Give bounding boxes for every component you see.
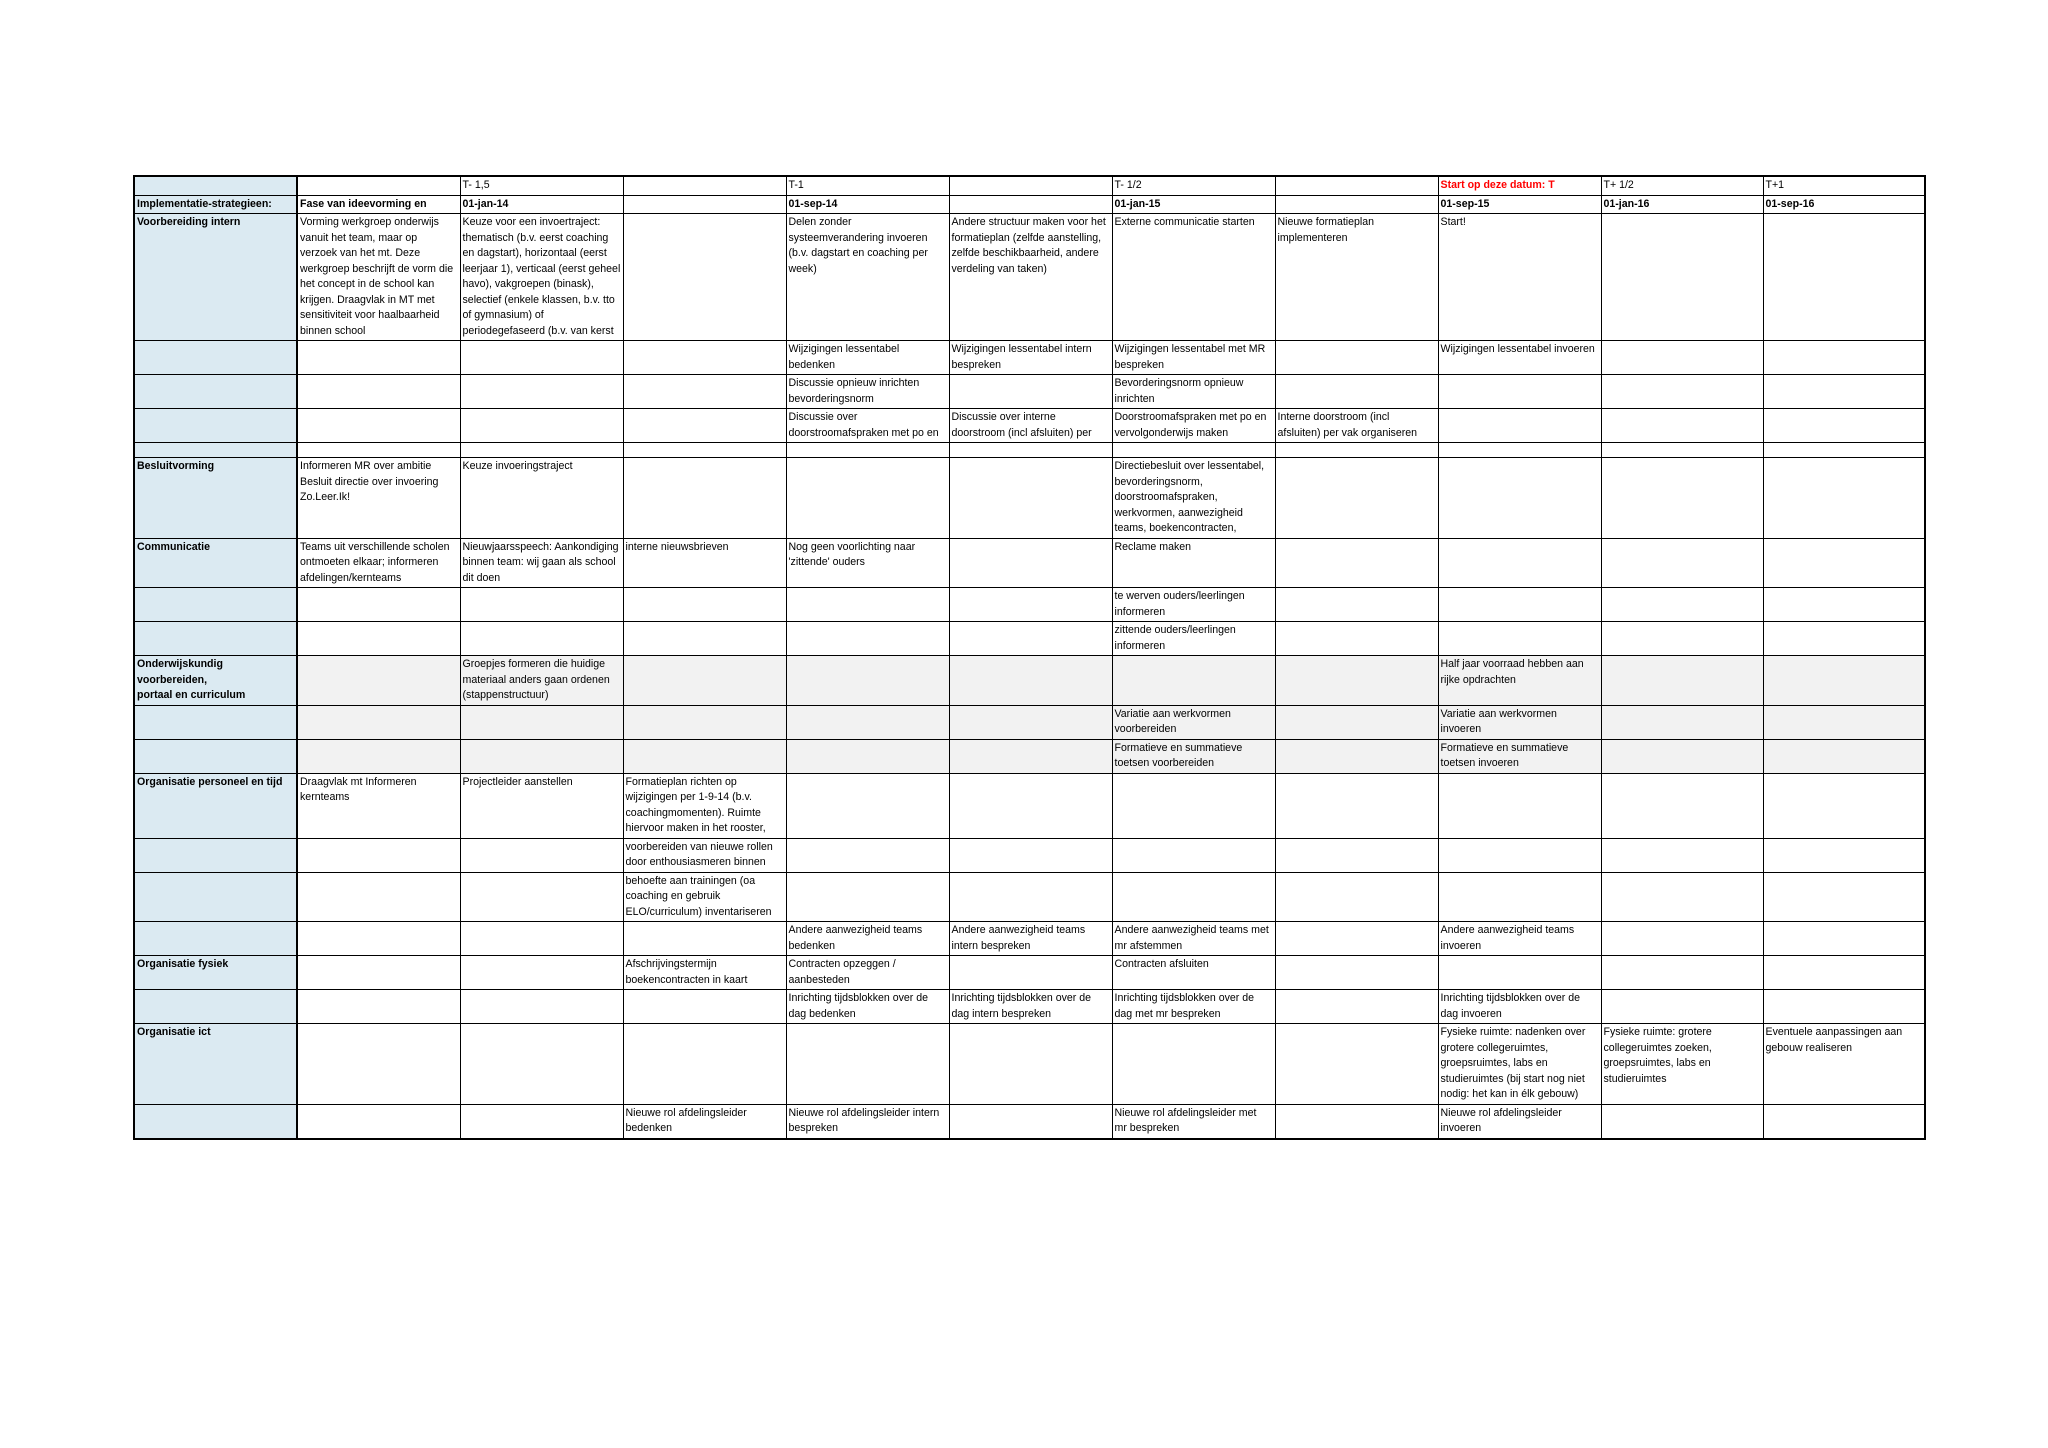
strategy-cell <box>297 739 460 773</box>
strategy-row <box>134 588 1925 622</box>
strategy-cell <box>1601 838 1763 872</box>
date-cell <box>623 195 786 214</box>
strategy-cell: Keuze voor een invoertraject: thematisch (b.v. eerst coaching en dagstart), horizontaal (eerst leerjaar 1), verticaal (eerst geheel havo), vakgroepen (binask), selectief (enkele klassen, b.v. tto of gymnasium) of periodegefaseerd (b.v. van kerst <box>460 214 623 341</box>
strategy-cell: Fysieke ruimte: grotere collegeruimtes zoeken, groepsruimtes, labs en studieruimtes <box>1601 1024 1763 1105</box>
strategy-label-cell: Organisatie personeel en tijd <box>134 773 297 838</box>
strategy-row <box>134 1104 1925 1139</box>
strategy-label-cell <box>134 1104 297 1139</box>
date-cell: 01-jan-14 <box>460 195 623 214</box>
strategies-header-label: Implementatie-strategieen: <box>134 195 297 214</box>
strategy-cell: Directiebesluit over lessentabel, bevorderingsnorm, doorstroomafspraken, werkvormen, aanwezigheid teams, boekencontracten, <box>1112 458 1275 539</box>
strategy-cell: voorbereiden van nieuwe rollen door enthousiasmeren binnen <box>623 838 786 872</box>
strategy-cell: Discussie opnieuw inrichten bevorderingsnorm <box>786 375 949 409</box>
strategy-cell: behoefte aan trainingen (oa coaching en gebruik ELO/curriculum) inventariseren <box>623 872 786 922</box>
strategy-cell <box>623 1024 786 1105</box>
strategy-cell: Andere aanwezigheid teams intern bespreken <box>949 922 1112 956</box>
strategy-cell <box>1112 773 1275 838</box>
strategy-cell <box>786 443 949 458</box>
strategy-cell <box>1438 773 1601 838</box>
strategy-label-cell <box>134 375 297 409</box>
strategy-cell: Externe communicatie starten <box>1112 214 1275 341</box>
strategy-cell: Doorstroomafspraken met po en vervolgonderwijs maken <box>1112 409 1275 443</box>
strategy-cell <box>1763 922 1925 956</box>
date-cell: 01-sep-16 <box>1763 195 1925 214</box>
date-cell: 01-jan-15 <box>1112 195 1275 214</box>
implementation-strategy-sheet <box>133 175 1926 1140</box>
strategy-cell: Informeren MR over ambitie Besluit directie over invoering Zo.Leer.Ik! <box>297 458 460 539</box>
strategy-cell <box>623 458 786 539</box>
strategy-cell: Nieuwe rol afdelingsleider met mr bespreken <box>1112 1104 1275 1139</box>
strategy-row <box>134 773 1925 838</box>
strategy-cell: zittende ouders/leerlingen informeren <box>1112 622 1275 656</box>
strategy-cell <box>297 705 460 739</box>
strategy-cell <box>1438 443 1601 458</box>
period-cell <box>1275 176 1438 195</box>
strategy-cell: Inrichting tijdsblokken over de dag intern bespreken <box>949 990 1112 1024</box>
strategy-cell <box>623 409 786 443</box>
strategy-cell <box>1112 838 1275 872</box>
strategy-cell: te werven ouders/leerlingen informeren <box>1112 588 1275 622</box>
strategy-cell: Nieuwe rol afdelingsleider intern bespreken <box>786 1104 949 1139</box>
strategy-cell <box>1763 409 1925 443</box>
strategy-cell <box>1763 739 1925 773</box>
strategy-cell <box>1763 458 1925 539</box>
strategy-cell <box>1601 990 1763 1024</box>
strategy-cell <box>1438 622 1601 656</box>
strategy-row <box>134 705 1925 739</box>
strategy-cell <box>460 956 623 990</box>
strategy-cell <box>297 443 460 458</box>
strategy-cell <box>460 705 623 739</box>
strategy-cell: Nieuwe rol afdelingsleider invoeren <box>1438 1104 1601 1139</box>
strategy-cell <box>1763 622 1925 656</box>
strategy-cell <box>1275 990 1438 1024</box>
strategy-cell <box>949 656 1112 706</box>
strategy-row <box>134 443 1925 458</box>
strategy-cell <box>949 588 1112 622</box>
strategy-cell <box>1438 872 1601 922</box>
strategy-cell <box>949 705 1112 739</box>
period-cell: T-1 <box>786 176 949 195</box>
strategy-cell <box>623 443 786 458</box>
strategy-label-cell: Voorbereiding intern <box>134 214 297 341</box>
strategy-cell <box>460 622 623 656</box>
strategy-cell <box>1601 872 1763 922</box>
strategy-cell <box>1763 705 1925 739</box>
strategy-row <box>134 990 1925 1024</box>
strategy-cell <box>786 773 949 838</box>
strategy-row <box>134 956 1925 990</box>
strategy-row <box>134 872 1925 922</box>
date-cell: 01-sep-15 <box>1438 195 1601 214</box>
strategy-cell <box>1601 538 1763 588</box>
strategy-row <box>134 538 1925 588</box>
strategy-cell: Wijzigingen lessentabel invoeren <box>1438 341 1601 375</box>
strategy-row <box>134 458 1925 539</box>
strategy-label-cell: Onderwijskundig voorbereiden, portaal en curriculum <box>134 656 297 706</box>
strategy-cell <box>1275 341 1438 375</box>
strategy-cell: Afschrijvingstermijn boekencontracten in kaart <box>623 956 786 990</box>
strategy-cell <box>1438 588 1601 622</box>
strategy-cell <box>1601 409 1763 443</box>
strategy-label-cell <box>134 872 297 922</box>
strategy-cell: Reclame maken <box>1112 538 1275 588</box>
strategy-cell <box>1763 656 1925 706</box>
strategy-label-cell <box>134 838 297 872</box>
strategy-cell: Variatie aan werkvormen invoeren <box>1438 705 1601 739</box>
strategy-label-cell: Communicatie <box>134 538 297 588</box>
strategy-cell: Discussie over doorstroomafspraken met po en <box>786 409 949 443</box>
strategy-cell <box>949 622 1112 656</box>
strategy-cell <box>297 1024 460 1105</box>
strategy-cell <box>460 1024 623 1105</box>
strategy-cell <box>460 1104 623 1139</box>
period-header-row <box>134 176 1925 195</box>
strategy-cell <box>1763 375 1925 409</box>
strategy-row <box>134 375 1925 409</box>
strategy-cell <box>949 773 1112 838</box>
strategy-label-cell <box>134 705 297 739</box>
strategy-cell <box>623 214 786 341</box>
date-cell: 01-sep-14 <box>786 195 949 214</box>
strategy-cell <box>1763 956 1925 990</box>
strategy-cell <box>1438 956 1601 990</box>
strategy-cell <box>460 588 623 622</box>
strategy-cell <box>1601 739 1763 773</box>
strategy-label-cell: Organisatie fysiek <box>134 956 297 990</box>
strategy-cell: Projectleider aanstellen <box>460 773 623 838</box>
strategy-cell <box>786 838 949 872</box>
strategy-cell <box>1275 739 1438 773</box>
strategy-cell <box>1275 622 1438 656</box>
strategy-cell: Variatie aan werkvormen voorbereiden <box>1112 705 1275 739</box>
strategy-cell <box>623 739 786 773</box>
strategy-cell <box>1275 956 1438 990</box>
strategy-cell: Vorming werkgroep onderwijs vanuit het team, maar op verzoek van het mt. Deze werkgroep beschrijft de vorm die het concept in de school kan krijgen. Draagvlak in MT met sensitiviteit voor haalbaarheid binnen school <box>297 214 460 341</box>
strategy-cell: Andere aanwezigheid teams invoeren <box>1438 922 1601 956</box>
date-cell: 01-jan-16 <box>1601 195 1763 214</box>
strategy-label-cell <box>134 622 297 656</box>
strategy-cell: Wijzigingen lessentabel intern bespreken <box>949 341 1112 375</box>
strategy-cell <box>623 656 786 706</box>
strategy-cell <box>1763 838 1925 872</box>
period-cell: Start op deze datum: T <box>1438 176 1601 195</box>
strategy-cell <box>1601 922 1763 956</box>
strategy-label-cell <box>134 443 297 458</box>
strategy-cell <box>297 922 460 956</box>
strategy-cell <box>297 990 460 1024</box>
strategy-cell <box>297 409 460 443</box>
strategy-cell <box>1275 1104 1438 1139</box>
strategy-cell <box>1275 872 1438 922</box>
strategy-cell <box>1601 705 1763 739</box>
period-cell: T- 1,5 <box>460 176 623 195</box>
strategy-cell <box>460 990 623 1024</box>
strategy-cell <box>1438 838 1601 872</box>
header-corner-cell <box>134 176 297 195</box>
strategy-row <box>134 622 1925 656</box>
strategy-cell: Keuze invoeringstraject <box>460 458 623 539</box>
strategy-cell <box>1275 838 1438 872</box>
strategy-cell: Inrichting tijdsblokken over de dag invoeren <box>1438 990 1601 1024</box>
strategy-label-cell <box>134 922 297 956</box>
strategy-cell <box>1275 588 1438 622</box>
strategy-cell <box>949 1024 1112 1105</box>
period-cell: T- 1/2 <box>1112 176 1275 195</box>
strategy-cell: Delen zonder systeemverandering invoeren (b.v. dagstart en coaching per week) <box>786 214 949 341</box>
strategy-cell: Start! <box>1438 214 1601 341</box>
strategy-cell <box>786 656 949 706</box>
strategy-row <box>134 409 1925 443</box>
strategy-label-cell <box>134 588 297 622</box>
strategy-cell <box>1763 341 1925 375</box>
strategy-cell <box>1438 375 1601 409</box>
strategy-row <box>134 922 1925 956</box>
strategy-cell <box>1601 375 1763 409</box>
strategy-cell <box>1601 443 1763 458</box>
strategy-cell <box>949 739 1112 773</box>
strategy-cell <box>1601 773 1763 838</box>
strategy-cell <box>1275 773 1438 838</box>
strategy-cell <box>1763 443 1925 458</box>
strategy-cell <box>786 1024 949 1105</box>
strategy-cell <box>460 341 623 375</box>
strategy-cell: Wijzigingen lessentabel bedenken <box>786 341 949 375</box>
strategy-cell <box>460 443 623 458</box>
strategy-cell: Formatieplan richten op wijzigingen per 1-9-14 (b.v. coachingmomenten). Ruimte hiervoor maken in het rooster, <box>623 773 786 838</box>
strategy-label-cell <box>134 409 297 443</box>
strategy-cell <box>1275 1024 1438 1105</box>
strategy-cell <box>297 838 460 872</box>
strategy-cell <box>1275 538 1438 588</box>
strategy-cell <box>1275 443 1438 458</box>
strategy-cell <box>1438 458 1601 539</box>
period-cell <box>949 176 1112 195</box>
strategy-cell <box>949 375 1112 409</box>
strategy-label-cell: Besluitvorming <box>134 458 297 539</box>
strategy-cell <box>1275 656 1438 706</box>
strategy-cell <box>297 872 460 922</box>
strategy-cell: Nieuwe formatieplan implementeren <box>1275 214 1438 341</box>
strategy-cell <box>1112 872 1275 922</box>
strategy-cell <box>786 622 949 656</box>
strategy-cell <box>297 956 460 990</box>
strategy-cell: Contracten opzeggen / aanbesteden <box>786 956 949 990</box>
strategy-cell <box>623 588 786 622</box>
strategy-cell: Nog geen voorlichting naar 'zittende' ouders <box>786 538 949 588</box>
strategy-cell: Half jaar voorraad hebben aan rijke opdrachten <box>1438 656 1601 706</box>
strategy-cell <box>1275 922 1438 956</box>
strategy-cell: Andere aanwezigheid teams bedenken <box>786 922 949 956</box>
strategy-cell <box>297 656 460 706</box>
strategy-cell: Inrichting tijdsblokken over de dag met mr bespreken <box>1112 990 1275 1024</box>
strategy-cell <box>297 588 460 622</box>
strategy-label-cell <box>134 739 297 773</box>
strategy-cell: Interne doorstroom (incl afsluiten) per vak organiseren <box>1275 409 1438 443</box>
strategy-cell <box>786 872 949 922</box>
strategy-cell <box>1763 872 1925 922</box>
strategy-cell <box>460 739 623 773</box>
strategy-cell: Draagvlak mt Informeren kernteams <box>297 773 460 838</box>
strategy-cell <box>623 622 786 656</box>
strategy-cell <box>623 922 786 956</box>
period-cell: T+ 1/2 <box>1601 176 1763 195</box>
strategy-cell <box>786 588 949 622</box>
strategy-label-cell: Organisatie ict <box>134 1024 297 1105</box>
strategy-cell <box>1112 443 1275 458</box>
strategy-cell <box>1601 956 1763 990</box>
strategy-label-cell <box>134 990 297 1024</box>
strategy-cell <box>623 990 786 1024</box>
strategy-cell <box>1763 773 1925 838</box>
strategy-cell: Fysieke ruimte: nadenken over grotere collegeruimtes, groepsruimtes, labs en studieruimtes (bij start nog niet nodig: het kan in élk gebouw) <box>1438 1024 1601 1105</box>
strategy-cell: Nieuwe rol afdelingsleider bedenken <box>623 1104 786 1139</box>
strategy-cell: Formatieve en summatieve toetsen voorbereiden <box>1112 739 1275 773</box>
strategy-row <box>134 838 1925 872</box>
strategy-cell <box>1112 656 1275 706</box>
strategy-cell <box>297 622 460 656</box>
strategy-cell <box>949 956 1112 990</box>
strategy-cell <box>1275 705 1438 739</box>
strategy-cell <box>460 409 623 443</box>
strategy-cell <box>1438 538 1601 588</box>
strategy-cell <box>949 838 1112 872</box>
strategy-cell <box>1763 588 1925 622</box>
date-cell <box>949 195 1112 214</box>
strategy-cell <box>949 872 1112 922</box>
strategy-row <box>134 1024 1925 1105</box>
strategy-cell: Teams uit verschillende scholen ontmoeten elkaar; informeren afdelingen/kernteams <box>297 538 460 588</box>
strategy-cell: Andere aanwezigheid teams met mr afstemmen <box>1112 922 1275 956</box>
date-cell <box>1275 195 1438 214</box>
strategy-cell <box>1763 214 1925 341</box>
strategy-row <box>134 656 1925 706</box>
strategy-cell <box>1601 656 1763 706</box>
strategy-cell <box>1601 341 1763 375</box>
strategy-cell: interne nieuwsbrieven <box>623 538 786 588</box>
strategy-cell: Formatieve en summatieve toetsen invoeren <box>1438 739 1601 773</box>
strategy-cell <box>1763 1104 1925 1139</box>
strategy-table <box>133 175 1926 1140</box>
strategy-label-cell <box>134 341 297 375</box>
strategy-row <box>134 214 1925 341</box>
strategy-cell <box>1275 375 1438 409</box>
strategy-row <box>134 739 1925 773</box>
strategy-cell <box>949 443 1112 458</box>
date-header-row <box>134 195 1925 214</box>
strategy-cell <box>1601 214 1763 341</box>
strategy-cell <box>1438 409 1601 443</box>
strategy-cell <box>623 341 786 375</box>
strategy-cell <box>460 872 623 922</box>
strategy-cell <box>460 922 623 956</box>
strategy-cell: Contracten afsluiten <box>1112 956 1275 990</box>
strategy-cell <box>1601 622 1763 656</box>
strategy-cell <box>1601 588 1763 622</box>
period-cell <box>623 176 786 195</box>
strategy-cell: Groepjes formeren die huidige materiaal anders gaan ordenen (stappenstructuur) <box>460 656 623 706</box>
strategy-cell <box>1763 990 1925 1024</box>
strategy-cell <box>949 458 1112 539</box>
strategy-cell <box>1112 1024 1275 1105</box>
strategy-cell <box>297 375 460 409</box>
strategy-cell: Inrichting tijdsblokken over de dag bedenken <box>786 990 949 1024</box>
date-cell: Fase van ideevorming en <box>297 195 460 214</box>
strategy-cell <box>460 375 623 409</box>
strategy-cell <box>623 705 786 739</box>
strategy-cell <box>1601 1104 1763 1139</box>
strategy-cell <box>786 739 949 773</box>
strategy-row <box>134 341 1925 375</box>
strategy-cell <box>949 538 1112 588</box>
strategy-cell <box>786 458 949 539</box>
strategy-cell <box>297 341 460 375</box>
strategy-cell: Discussie over interne doorstroom (incl afsluiten) per <box>949 409 1112 443</box>
strategy-cell <box>1763 538 1925 588</box>
period-cell: T+1 <box>1763 176 1925 195</box>
strategy-cell <box>949 1104 1112 1139</box>
strategy-cell <box>297 1104 460 1139</box>
strategy-cell <box>623 375 786 409</box>
strategy-cell <box>786 705 949 739</box>
strategy-cell: Nieuwjaarsspeech: Aankondiging binnen team: wij gaan als school dit doen <box>460 538 623 588</box>
period-cell <box>297 176 460 195</box>
strategy-cell <box>460 838 623 872</box>
strategy-cell: Bevorderingsnorm opnieuw inrichten <box>1112 375 1275 409</box>
strategy-cell: Eventuele aanpassingen aan gebouw realiseren <box>1763 1024 1925 1105</box>
strategy-cell <box>1601 458 1763 539</box>
strategy-cell: Wijzigingen lessentabel met MR bespreken <box>1112 341 1275 375</box>
strategy-cell: Andere structuur maken voor het formatieplan (zelfde aanstelling, zelfde beschikbaarheid, andere verdeling van taken) <box>949 214 1112 341</box>
strategy-cell <box>1275 458 1438 539</box>
